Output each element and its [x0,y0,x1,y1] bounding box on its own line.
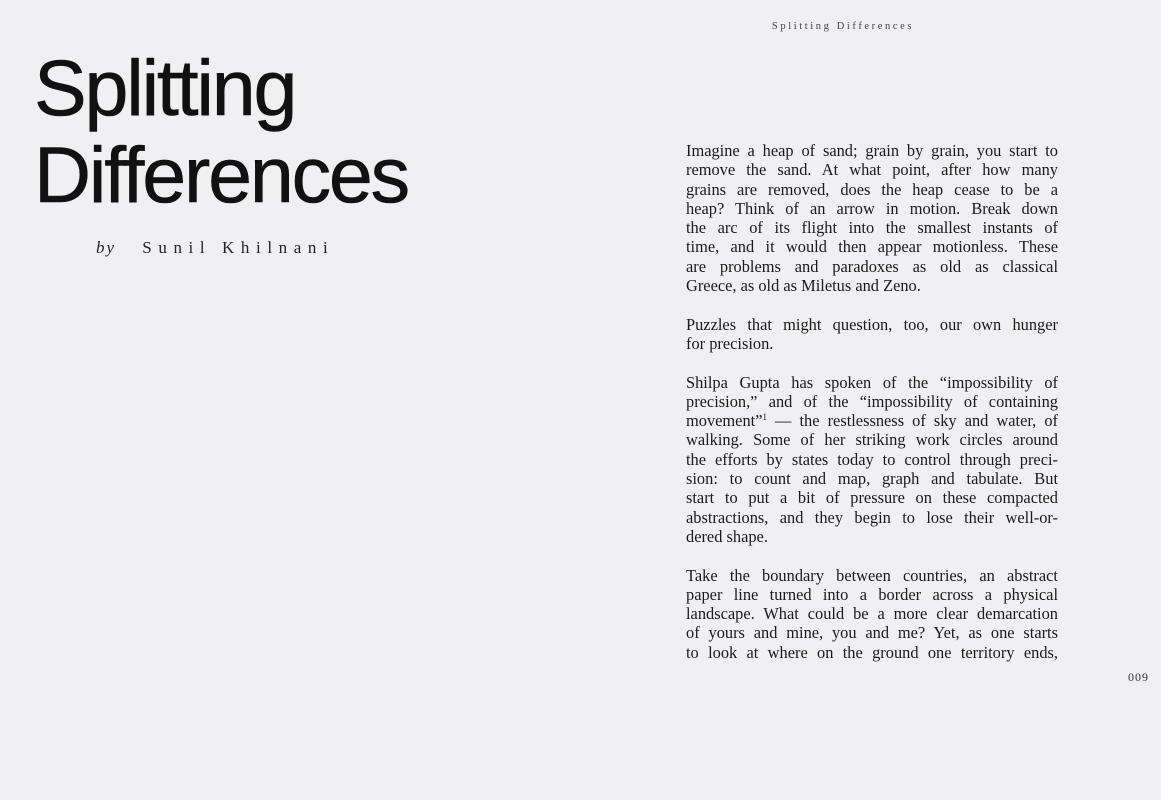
text-line: abstractions, and they begin to lose their well-or- [686,507,1058,527]
text-line: for precision. [686,333,774,353]
text-segment: movement” [686,411,763,431]
text-line: time, and it would then appear motionless. These [686,237,1058,257]
text-line: sion: to count and map, graph and tabulate. But [686,469,1058,489]
text-line: the arc of its flight into the smallest instants of [686,218,1058,238]
text-line: paper line turned into a border across a physical [686,584,1058,604]
page-number: 009 [1128,670,1149,684]
text-line: start to put a bit of pressure on these compacted [686,488,1058,508]
text-line: grains are removed, does the heap cease to be a [686,179,1058,199]
article-title [34,44,408,218]
running-head: Splitting Differences [771,21,915,32]
text-segment: — the restlessness of sky and water, of [766,411,1058,431]
title-line-1: Splitting [34,43,296,132]
text-line: landscape. What could be a more clear demarcation [686,604,1058,624]
text-line: precision,” and of the “impossibility of containing [686,391,1058,411]
author-name: Sunil Khilnani [142,238,335,257]
text-line-with-footnote [686,411,1058,430]
text-line: walking. Some of her striking work circles around [686,430,1058,450]
text-line: Greece, as old as Miletus and Zeno. [686,276,921,296]
paragraph-4 [686,566,1058,662]
text-line: dered shape. [686,526,768,546]
text-line: Puzzles that might question, too, our own hunger [686,314,1058,334]
footnote-marker[interactable]: 1 [762,412,767,423]
text-line: of yours and mine, you and me? Yet, as one starts [686,623,1058,643]
text-line: Shilpa Gupta has spoken of the “impossibility of [686,372,1058,392]
paragraph-2 [686,315,1058,354]
text-line: remove the sand. At what point, after how many [686,160,1058,180]
text-line: the efforts by states today to control through preci- [686,449,1058,469]
paragraph-1 [686,141,1058,295]
body-text [686,141,1058,661]
paragraph-3 [686,373,1058,547]
text-line: are problems and paradoxes as old as classical [686,256,1058,276]
text-line: Take the boundary between countries, an abstract [686,565,1058,585]
text-line: heap? Think of an arrow in motion. Break down [686,198,1058,218]
title-line-2: Differences [34,130,408,219]
text-line: Imagine a heap of sand; grain by grain, you start to [686,141,1058,160]
byline [96,238,334,258]
byline-by: by [96,238,117,257]
text-line: to look at where on the ground one territory ends, [686,642,1058,662]
